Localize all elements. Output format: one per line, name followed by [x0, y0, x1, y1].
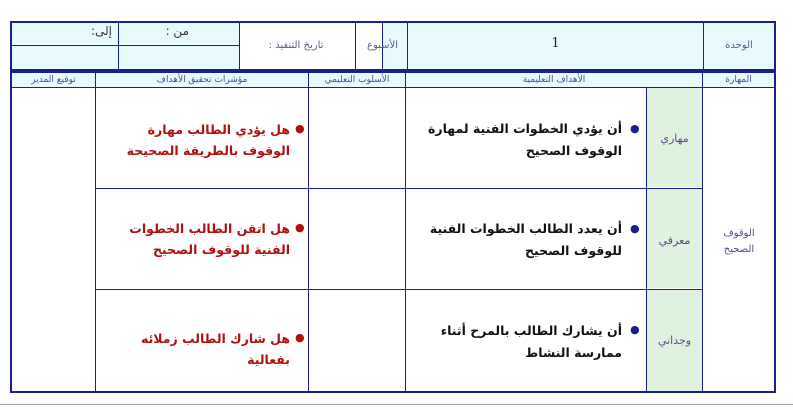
col-header-method: الأسلوب التعليمي: [324, 75, 390, 85]
from-divider: [119, 45, 239, 46]
to-label: إلى:: [90, 24, 112, 38]
indicator-3: هل شارك الطالب زملائه بفعالية: [141, 331, 290, 367]
objective-3: أن يشارك الطالب بالمرح أثناء ممارسة النشاط: [440, 323, 622, 360]
col-line-5: [702, 73, 703, 391]
unit-label: الوحدة: [725, 40, 753, 51]
indicator-1: هل يؤدي الطالب مهارة الوقوف بالطريقة الصحيحة: [126, 122, 290, 158]
col-header-skill: المهارة: [725, 75, 752, 85]
row-line-2: [96, 289, 702, 290]
week-label: الأسبوع: [366, 40, 398, 51]
col-header-objectives: الأهداف التعليمية: [522, 75, 586, 85]
objective-2: أن يعدد الطالب الخطوات الفنية للوقوف الصحيح: [429, 221, 622, 258]
indicator-2: هل اتقن الطالب الخطوات الفنية للوقوف الصحيح: [129, 221, 290, 257]
objective-bullet-3: ●: [630, 323, 640, 336]
domain-label-3: وجداني: [657, 334, 692, 347]
objective-1: أن يؤدي الخطوات الفنية لمهارة الوقوف الصحيح: [428, 121, 622, 158]
indicator-bullet-3: ●: [295, 331, 305, 344]
domain-label-1: مهاري: [660, 132, 689, 145]
page-bottom-line: [0, 404, 793, 405]
indicator-bullet-1: ●: [295, 122, 305, 135]
col-line-2: [308, 73, 309, 391]
to-divider: [12, 45, 118, 46]
objective-bullet-1: ●: [630, 122, 640, 135]
from-label: من :: [165, 24, 189, 38]
objective-bullet-2: ●: [630, 222, 640, 235]
skill-name: الوقوف الصحيح: [723, 228, 755, 255]
unit-value: 1: [551, 36, 560, 51]
row-line-1: [96, 188, 702, 189]
col-header-principal: توقيع المدير: [31, 75, 76, 85]
date-label: تاريخ التنفيذ :: [268, 40, 324, 51]
indicator-bullet-2: ●: [295, 221, 305, 234]
domain-label-2: معرفي: [658, 234, 691, 247]
col-header-indicators: مؤشرات تحقيق الأهداف: [156, 75, 248, 85]
col-line-1: [95, 73, 96, 391]
col-line-3: [405, 73, 406, 391]
